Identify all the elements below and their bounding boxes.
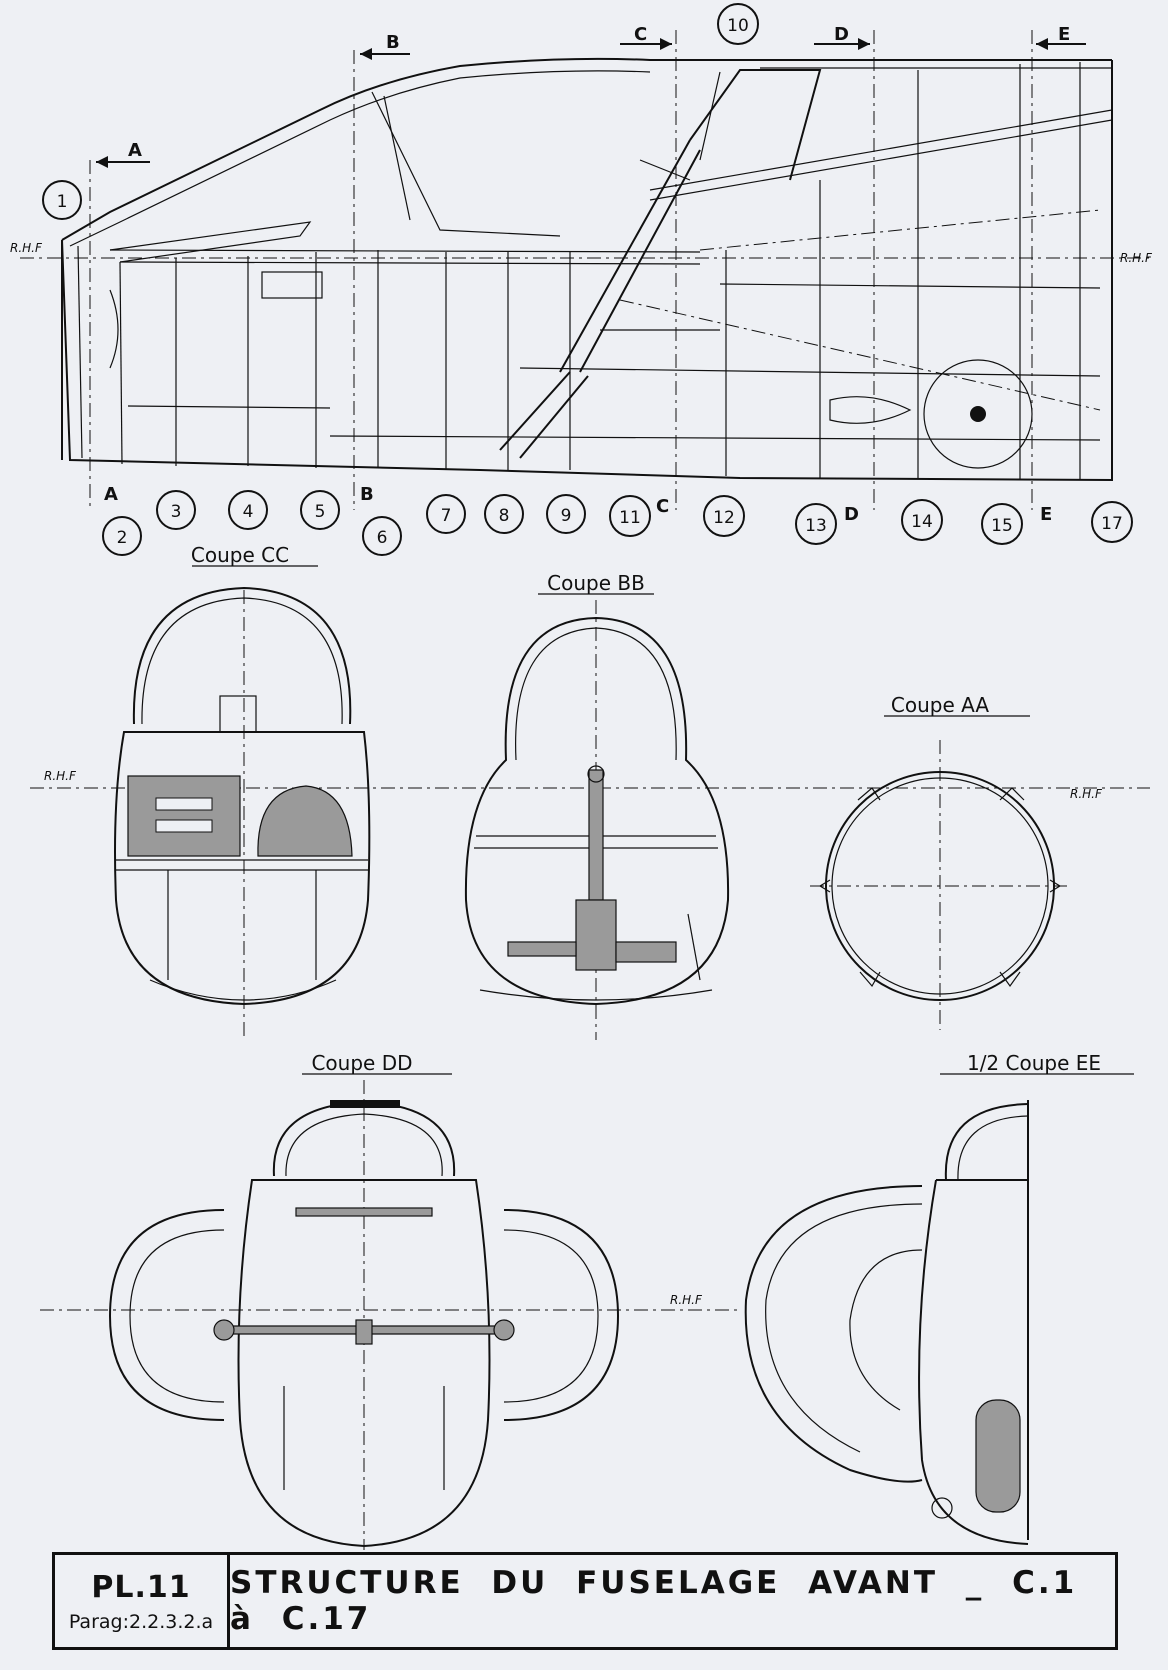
section-c-bottom: C: [656, 496, 670, 517]
svg-text:15: 15: [991, 516, 1013, 536]
svg-text:14: 14: [911, 512, 933, 532]
section-d-bottom: D: [844, 504, 859, 525]
frame-bubble-7: [427, 495, 465, 533]
frame-bubble-17: [1092, 502, 1132, 542]
svg-text:7: 7: [440, 506, 452, 526]
section-aa-title: Coupe AA: [890, 693, 990, 717]
svg-text:1: 1: [56, 192, 68, 212]
section-ee-view: [746, 1051, 1134, 1544]
frame-bubble-5: [301, 491, 339, 529]
frame-bubble-1: [43, 181, 81, 219]
section-b-bottom: B: [360, 484, 374, 505]
frame-bubble-13: [796, 504, 836, 544]
frame-bubble-14: [902, 500, 942, 540]
rhf-label-cc: R.H.F: [44, 769, 76, 783]
section-cc-title: Coupe CC: [190, 543, 290, 567]
section-e-bottom: E: [1040, 504, 1053, 525]
section-dd-title: Coupe DD: [311, 1051, 413, 1075]
svg-text:8: 8: [498, 506, 510, 526]
frame-bubble-2: [103, 517, 141, 555]
section-dd-view: [40, 1051, 740, 1550]
frame-bubble-8: [485, 495, 523, 533]
section-c-top: C: [634, 24, 648, 45]
drawing-title: STRUCTURE DU FUSELAGE AVANT _ C.1 à C.17: [230, 1565, 1078, 1637]
svg-text:3: 3: [170, 502, 182, 522]
section-cut-lines: [90, 30, 1032, 510]
section-a-bottom: A: [104, 484, 118, 505]
section-a-top: A: [128, 140, 142, 161]
title-block: [52, 1552, 1118, 1650]
svg-text:10: 10: [727, 16, 749, 36]
svg-text:2: 2: [116, 528, 128, 548]
plate-number: PL.11: [91, 1569, 191, 1605]
section-ee-title: 1/2 Coupe EE: [966, 1051, 1102, 1075]
title-block-reference: [55, 1555, 230, 1647]
title-block-main: [230, 1555, 1115, 1647]
frame-bubble-15: [982, 504, 1022, 544]
svg-text:4: 4: [242, 502, 254, 522]
section-aa-view: [810, 693, 1103, 1030]
svg-text:13: 13: [805, 516, 827, 536]
frame-bubble-10: [718, 4, 758, 44]
frame-bubble-4: [229, 491, 267, 529]
section-e-top: E: [1058, 24, 1071, 45]
section-b-top: B: [386, 32, 400, 53]
rhf-label-left: R.H.F: [10, 241, 42, 255]
paragraph-reference: Parag:2.2.3.2.a: [68, 1610, 214, 1633]
side-elevation: [10, 4, 1153, 555]
section-d-top: D: [834, 24, 849, 45]
svg-text:12: 12: [713, 508, 735, 528]
section-bb-view: [466, 571, 728, 1040]
frame-bubble-3: [157, 491, 195, 529]
frame-bubble-9: [547, 495, 585, 533]
frame-bubble-11: [610, 496, 650, 536]
svg-text:9: 9: [560, 506, 572, 526]
rhf-label-right: R.H.F: [1120, 251, 1152, 265]
svg-text:6: 6: [376, 528, 388, 548]
rhf-label-dd: R.H.F: [670, 1293, 702, 1307]
svg-text:5: 5: [314, 502, 326, 522]
rhf-label-aa: R.H.F: [1070, 787, 1102, 801]
svg-text:17: 17: [1101, 514, 1123, 534]
frame-stations: [120, 62, 1080, 480]
section-bb-title: Coupe BB: [547, 571, 645, 595]
frame-bubble-6: [363, 517, 401, 555]
frame-bubble-12: [704, 496, 744, 536]
svg-text:11: 11: [619, 508, 641, 528]
